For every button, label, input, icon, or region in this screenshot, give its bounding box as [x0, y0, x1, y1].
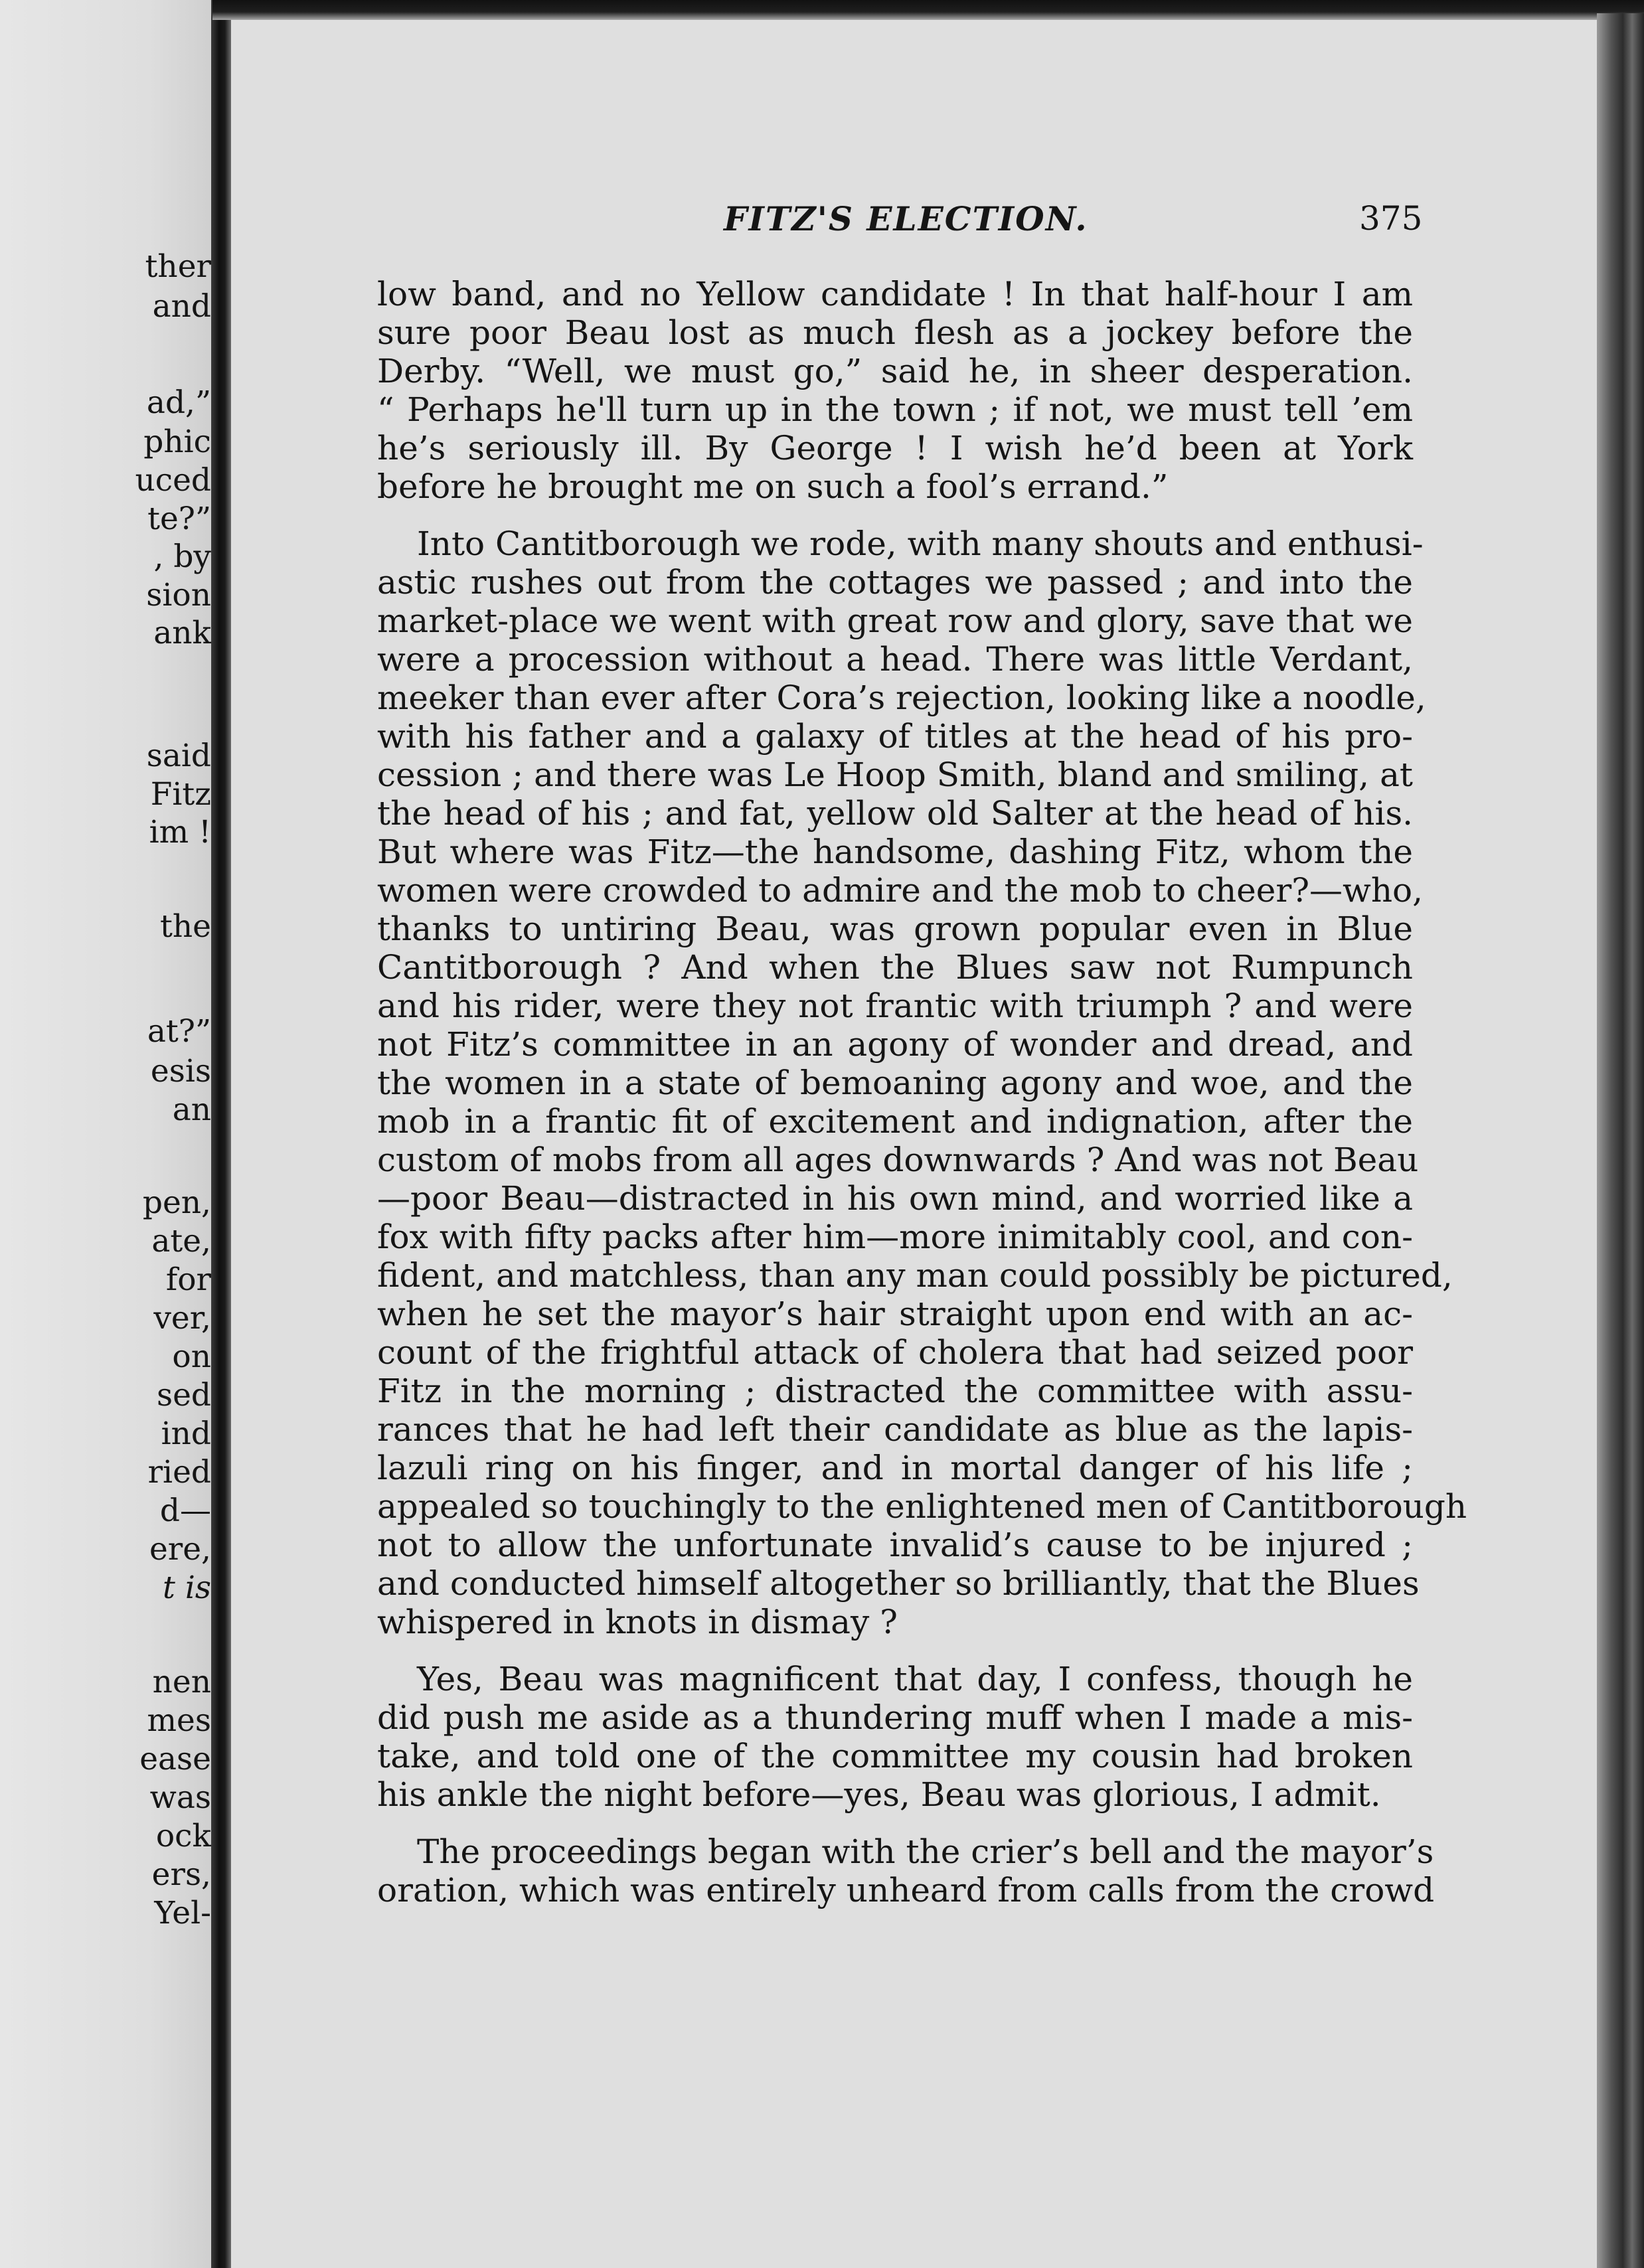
text-line: women were crowded to admire and the mob to cheer?—who, [377, 871, 1424, 910]
left-page-fragment: te?” [147, 501, 211, 537]
text-line: lazuli ring on his finger, and in mortal danger of his life ; [377, 1449, 1413, 1487]
left-page-fragment: on [172, 1338, 211, 1375]
left-page-fragment: an [172, 1092, 211, 1128]
text-line: Fitz in the morning ; distracted the committee with assu- [377, 1372, 1413, 1410]
left-page-fragment: t is [163, 1570, 211, 1606]
text-line: when he set the mayor’s hair straight upon end with an ac- [377, 1295, 1413, 1333]
left-page-fragment: ock [155, 1818, 211, 1854]
left-facing-page [0, 0, 212, 2268]
left-page-fragment: pen, [142, 1184, 211, 1221]
text-line: fident, and matchless, than any man could possibly be pictured, [377, 1256, 1453, 1295]
text-line: were a procession without a head. There was little Verdant, [377, 640, 1413, 679]
left-page-fragment: , by [153, 538, 211, 575]
book-gutter [211, 0, 231, 2268]
left-page-fragment: ther [145, 248, 211, 285]
text-line: he’s seriously ill. By George ! I wish he’d been at York [377, 429, 1413, 467]
left-page-fragment: said [146, 738, 211, 774]
left-page-fragment: ease [139, 1741, 211, 1777]
left-page-fragment: ers, [151, 1856, 211, 1893]
text-line: before he brought me on such a fool’s errand.” [377, 467, 1169, 506]
left-page-fragment: sed [156, 1377, 211, 1414]
text-line: low band, and no Yellow candidate ! In that half-hour I am [377, 275, 1413, 313]
text-line: and his rider, were they not frantic with triumph ? and were [377, 987, 1413, 1025]
left-page-fragment: Fitz [150, 776, 211, 813]
left-page-fragment: the [160, 908, 211, 945]
text-line: Cantitborough ? And when the Blues saw not Rumpunch [377, 948, 1413, 987]
text-line: sure poor Beau lost as much flesh as a jockey before the [377, 313, 1413, 352]
left-page-fragment: for [165, 1261, 211, 1298]
page-right-edge [1597, 13, 1644, 2268]
text-line: astic rushes out from the cottages we passed ; and into the [377, 563, 1413, 602]
text-line: Derby. “Well, we must go,” said he, in sheer desperation. [377, 352, 1413, 390]
text-line: “ Perhaps he'll turn up in the town ; if not, we must tell ’em [377, 390, 1413, 429]
page-top-edge [212, 0, 1644, 20]
text-line: market-place we went with great row and glory, save that we [377, 602, 1413, 640]
text-line: whispered in knots in dismay ? [377, 1603, 898, 1641]
left-page-fragment: nen [152, 1664, 211, 1700]
left-page-fragment: ank [153, 615, 211, 651]
left-page-fragment: ried [147, 1454, 211, 1491]
text-line: meeker than ever after Cora’s rejection, looking like a noodle, [377, 679, 1426, 717]
text-line: The proceedings began with the crier’s bell and the mayor’s [417, 1832, 1434, 1871]
text-line: oration, which was entirely unheard from calls from the crowd [377, 1871, 1435, 1909]
text-line: count of the frightful attack of cholera that had seized poor [377, 1333, 1413, 1372]
left-page-fragment: Yel- [154, 1895, 211, 1931]
text-line: and conducted himself altogether so brilliantly, that the Blues [377, 1564, 1420, 1603]
text-line: with his father and a galaxy of titles at the head of his pro- [377, 717, 1413, 756]
left-page-fragment: im ! [149, 814, 211, 850]
text-line: take, and told one of the committee my cousin had broken [377, 1737, 1413, 1775]
text-line: appealed so touchingly to the enlightened men of Cantitborough [377, 1487, 1467, 1526]
left-page-fragment: ate, [151, 1223, 211, 1259]
text-line: fox with fifty packs after him—more inimitably cool, and con- [377, 1218, 1413, 1256]
left-page-fragment: and [152, 288, 211, 325]
text-line: But where was Fitz—the handsome, dashing Fitz, whom the [377, 833, 1413, 871]
left-page-fragment: at?” [147, 1013, 211, 1050]
text-line: his ankle the night before—yes, Beau was glorious, I admit. [377, 1775, 1381, 1814]
left-page-fragment: was [149, 1779, 211, 1816]
text-line: cession ; and there was Le Hoop Smith, bland and smiling, at [377, 756, 1413, 794]
left-page-fragment: ere, [149, 1531, 211, 1568]
text-line: the women in a state of bemoaning agony and woe, and the [377, 1064, 1413, 1102]
left-page-fragment: phic [143, 424, 211, 460]
text-line: Into Cantitborough we rode, with many shouts and enthusi- [417, 525, 1424, 563]
left-page-fragment: ver, [153, 1300, 211, 1336]
text-line: the head of his ; and fat, yellow old Salter at the head of his. [377, 794, 1413, 833]
left-page-fragment: ind [161, 1416, 211, 1452]
text-line: not Fitz’s committee in an agony of wonder and dread, and [377, 1025, 1413, 1064]
left-page-fragment: d— [159, 1493, 211, 1529]
text-line: custom of mobs from all ages downwards ? And was not Beau [377, 1141, 1419, 1179]
left-page-fragment: sion [146, 577, 211, 613]
left-page-fragment: mes [147, 1702, 211, 1739]
text-line: rances that he had left their candidate as blue as the lapis- [377, 1410, 1413, 1449]
text-line: not to allow the unfortunate invalid’s cause to be injured ; [377, 1526, 1413, 1564]
page-number: 375 [1359, 199, 1423, 238]
left-page-fragment: ad,” [146, 384, 211, 421]
left-page-text [0, 0, 212, 2268]
text-line: —poor Beau—distracted in his own mind, and worried like a [377, 1179, 1413, 1218]
text-line: did push me aside as a thundering muff when I made a mis- [377, 1698, 1413, 1737]
left-page-fragment: esis [150, 1053, 211, 1090]
text-line: Yes, Beau was magnificent that day, I confess, though he [417, 1660, 1413, 1698]
text-line: thanks to untiring Beau, was grown popular even in Blue [377, 910, 1413, 948]
text-line: mob in a frantic fit of excitement and indignation, after the [377, 1102, 1413, 1141]
left-page-fragment: uced [135, 462, 211, 499]
running-head: FITZ'S ELECTION. [724, 199, 1088, 238]
